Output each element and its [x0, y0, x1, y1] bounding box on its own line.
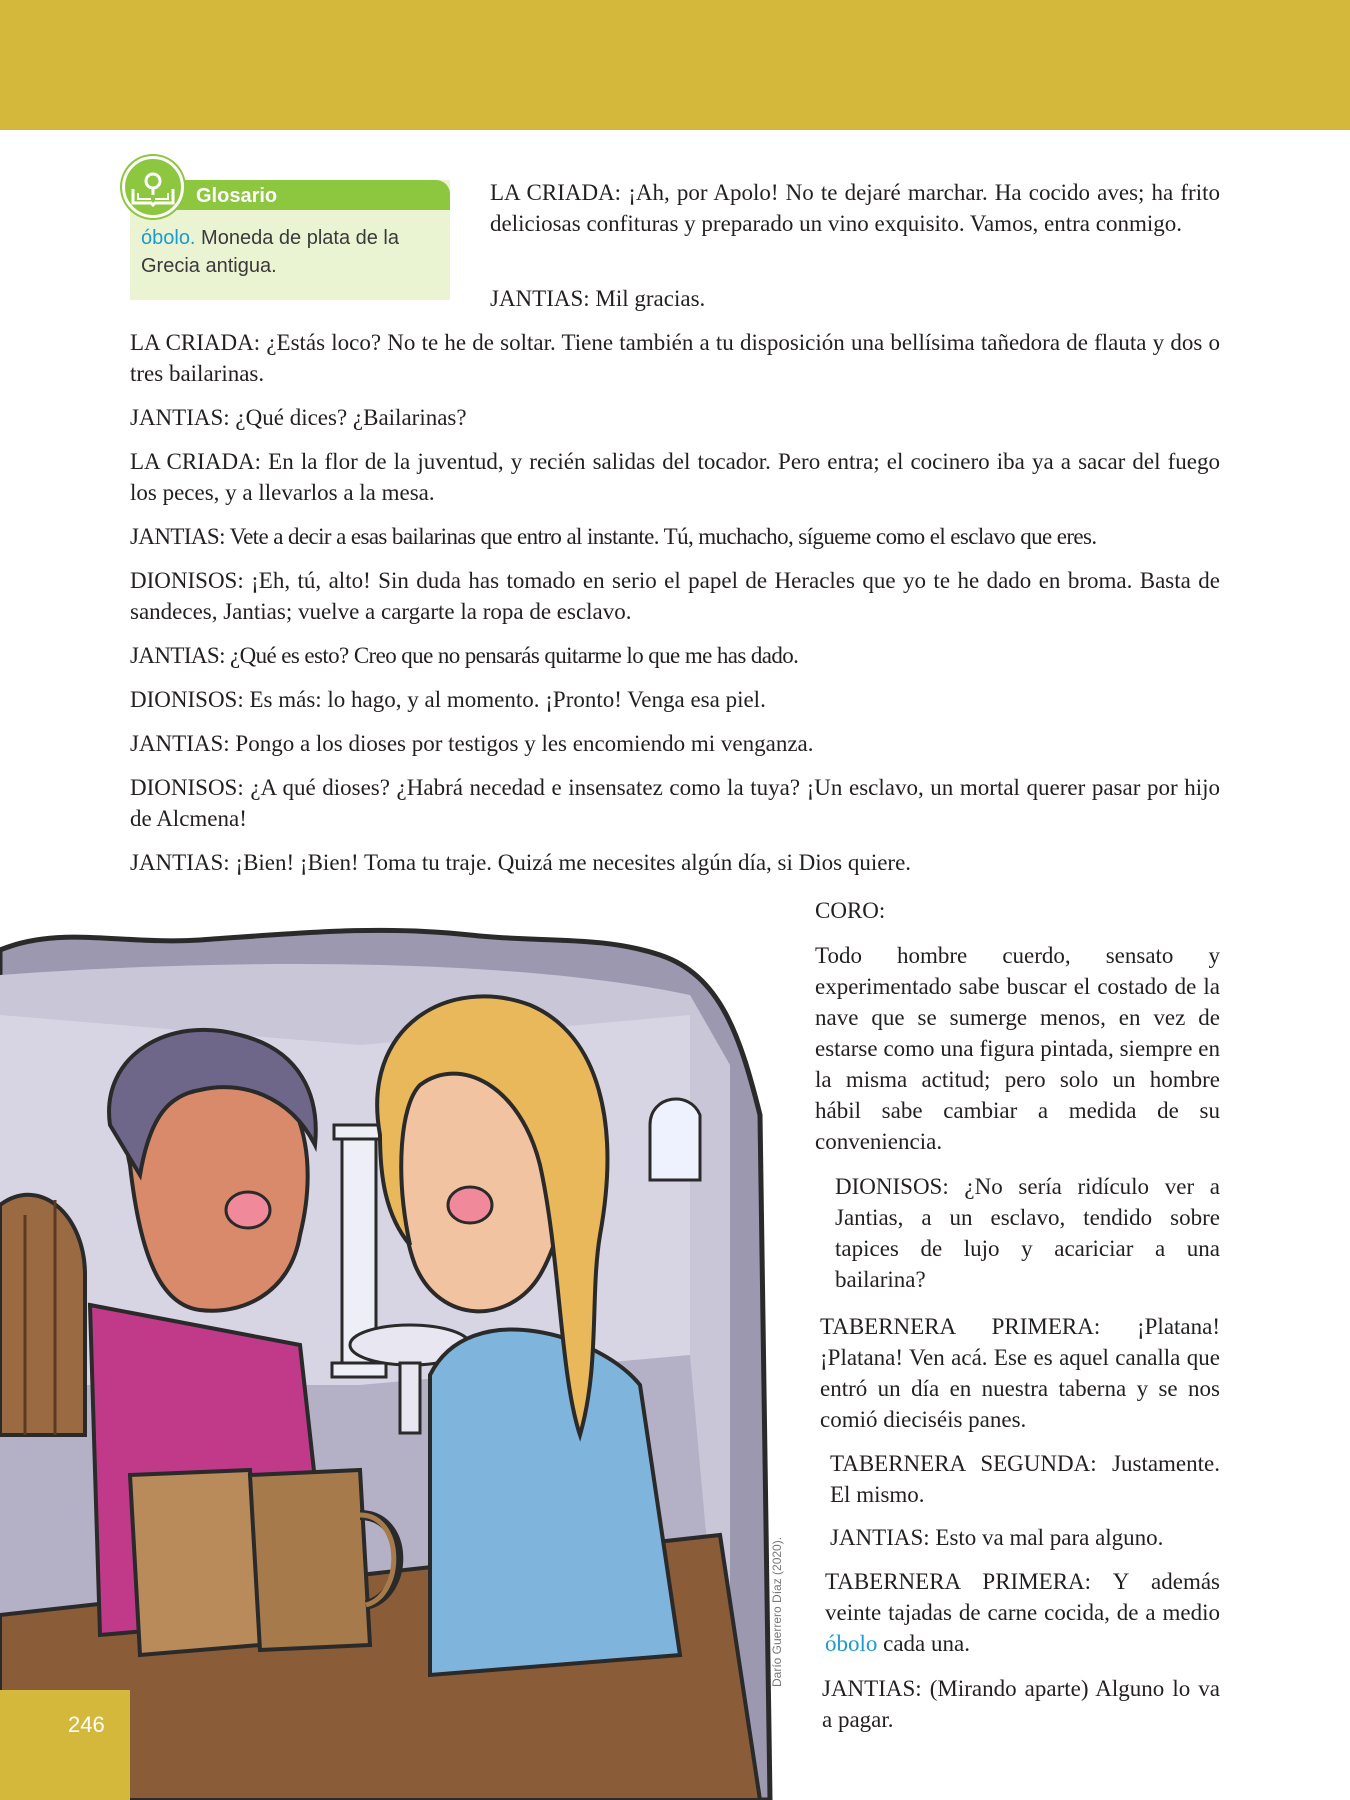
mug-left	[130, 1470, 260, 1655]
dialogue-line	[825, 1566, 1220, 1659]
dialogue-line: JANTIAS: Pongo a los dioses por testigos y les encomiendo mi venganza.	[130, 731, 814, 756]
page-number: 246	[68, 1712, 105, 1737]
chorus-text: Todo hombre cuerdo, sensato y experimentado sabe buscar el costado de la nave que se sumerge menos, en vez de estarse como una figura pintada, siempre en la misma actitud; pero solo un hombre hábil sabe cambiar a medida de su conveniencia.	[815, 943, 1220, 1154]
chorus-label: CORO:	[815, 898, 886, 923]
dialogue-line: JANTIAS: Esto va mal para alguno.	[830, 1525, 1164, 1550]
arched-door	[0, 1195, 85, 1435]
illustration-credit: Darío Guerrero Díaz (2020).	[770, 1536, 784, 1687]
glossary-box	[130, 180, 450, 300]
dialogue-line: DIONISOS: ¿No sería ridículo ver a Jantias, a un esclavo, tendido sobre tapices de lujo y acariciar a una bailarina?	[835, 1174, 1220, 1292]
open-book-icon	[122, 156, 184, 218]
glossary-entry	[141, 224, 441, 280]
dialogue-line: JANTIAS: ¡Bien! ¡Bien! Toma tu traje. Quizá me necesites algún día, si Dios quiere.	[130, 850, 912, 875]
glossary-link-obolo[interactable]: óbolo	[825, 1631, 878, 1656]
dialogue-line: JANTIAS: (Mirando aparte) Alguno lo va a pagar.	[822, 1676, 1220, 1732]
glossary-definition: Moneda de plata de la Grecia antigua.	[141, 227, 399, 277]
top-color-band	[0, 0, 1350, 130]
dialogue-line: LA CRIADA: ¿Estás loco? No te he de soltar. Tiene también a tu disposición una bellísima tañedora de flauta y dos o tres bailarinas.	[130, 330, 1220, 386]
dialogue-line: DIONISOS: ¡Eh, tú, alto! Sin duda has tomado en serio el papel de Heracles que yo te he dado en broma. Basta de sandeces, Jantias; vuelve a cargarte la ropa de esclavo.	[130, 568, 1220, 624]
dialogue-text: TABERNERA PRIMERA: Y además veinte tajadas de carne cocida, de a medio	[825, 1569, 1220, 1625]
glossary-term: óbolo.	[141, 227, 196, 249]
tavern-illustration	[0, 915, 790, 1800]
dialogue-line: JANTIAS: Vete a decir a esas bailarinas que entro al instante. Tú, muchacho, sígueme como el esclavo que eres.	[130, 524, 1097, 549]
mug-right	[250, 1470, 370, 1650]
window	[650, 1099, 700, 1180]
glossary-title: Glosario	[196, 185, 278, 207]
dialogue-line: LA CRIADA: En la flor de la juventud, y recién salidas del tocador. Pero entra; el cocinero iba ya a sacar del fuego los peces, y a llevarlos a la mesa.	[130, 449, 1220, 505]
dialogue-line: DIONISOS: Es más: lo hago, y al momento. ¡Pronto! Venga esa piel.	[130, 687, 766, 712]
dialogue-text: cada una.	[877, 1631, 970, 1656]
dialogue-line: JANTIAS: Mil gracias.	[490, 286, 706, 311]
dialogue-line: JANTIAS: ¿Qué es esto? Creo que no pensarás quitarme lo que me has dado.	[130, 643, 799, 668]
dialogue-line: JANTIAS: ¿Qué dices? ¿Bailarinas?	[130, 405, 467, 430]
dialogue-line: TABERNERA SEGUNDA: Justamente. El mismo.	[830, 1451, 1220, 1507]
dialogue-line: TABERNERA PRIMERA: ¡Platana! ¡Platana! Ven acá. Ese es aquel canalla que entró un día en nuestra taberna y se nos comió dieciséis panes.	[820, 1314, 1220, 1432]
dialogue-line: LA CRIADA: ¡Ah, por Apolo! No te dejaré marchar. Ha cocido aves; ha frito deliciosas confituras y preparado un vino exquisito. Vamos, entra conmigo.	[490, 180, 1220, 236]
dialogue-line: DIONISOS: ¿A qué dioses? ¿Habrá necedad e insensatez como la tuya? ¡Un esclavo, un mortal querer pasar por hijo de Alcmena!	[130, 775, 1220, 831]
page-number-tab	[0, 1690, 130, 1800]
